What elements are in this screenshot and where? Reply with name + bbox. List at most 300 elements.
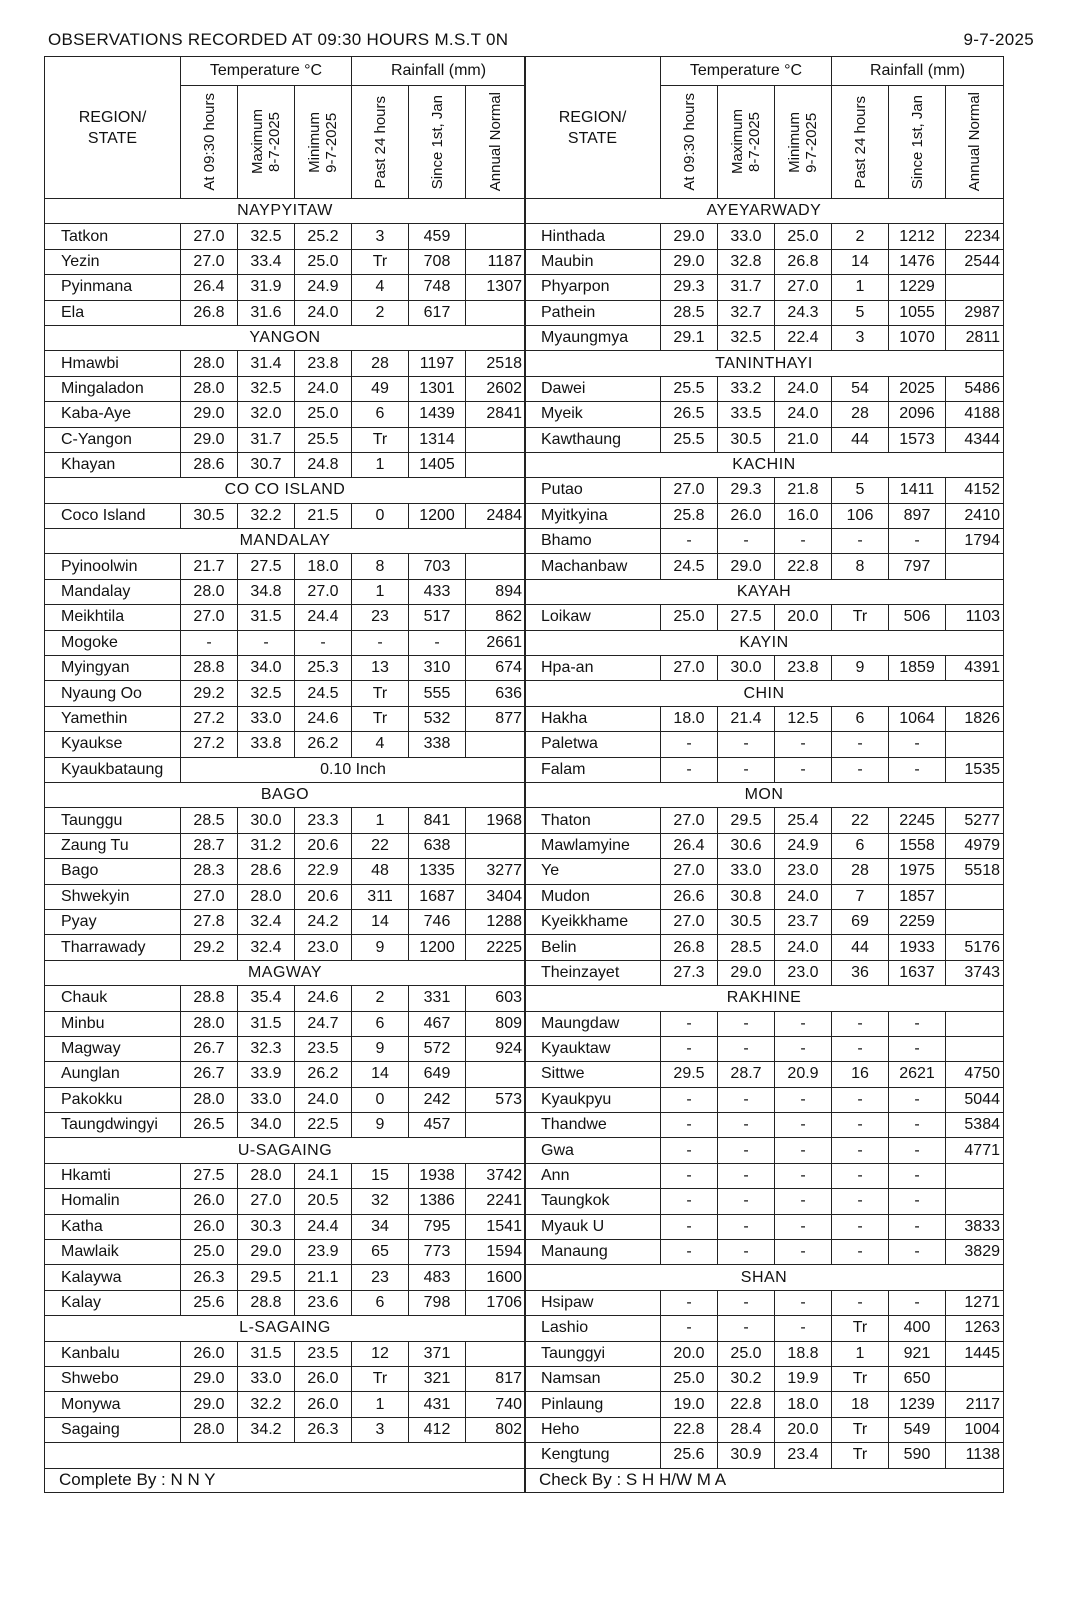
station-name: Magway xyxy=(45,1036,181,1061)
table-row xyxy=(45,1036,526,1061)
temp-max: 34.2 xyxy=(238,1417,295,1442)
rain-annual-normal: 877 xyxy=(466,706,526,731)
station-name: Belin xyxy=(525,935,661,960)
temp-min: 26.2 xyxy=(295,732,352,757)
rain-since-jan: 1637 xyxy=(889,960,946,985)
rain-since-jan: 483 xyxy=(409,1265,466,1290)
temp-0930: 28.0 xyxy=(181,376,238,401)
table-row xyxy=(45,1392,526,1417)
temp-min: 24.2 xyxy=(295,909,352,934)
rain-annual-normal: 4771 xyxy=(946,1138,1004,1163)
temp-max: 31.2 xyxy=(238,833,295,858)
temp-min: 21.5 xyxy=(295,503,352,528)
table-row xyxy=(525,1062,1004,1087)
temp-min: 25.0 xyxy=(295,402,352,427)
station-name: Mingaladon xyxy=(45,376,181,401)
rain-annual-normal xyxy=(466,833,526,858)
temp-min: 23.3 xyxy=(295,808,352,833)
rain-since-jan: 795 xyxy=(409,1214,466,1239)
rain-annual-normal xyxy=(946,1189,1004,1214)
temp-0930: 26.8 xyxy=(661,935,718,960)
temp-min: - xyxy=(775,529,832,554)
rain-annual-normal xyxy=(466,1062,526,1087)
temp-max: - xyxy=(718,1113,775,1138)
temp-max: 21.4 xyxy=(718,706,775,731)
rain-annual-normal: 1271 xyxy=(946,1290,1004,1315)
rain-past-24h: Tr xyxy=(832,1417,889,1442)
station-name: Kanbalu xyxy=(45,1341,181,1366)
station-name: Tharrawady xyxy=(45,935,181,960)
temp-0930: 24.5 xyxy=(661,554,718,579)
rain-past-24h: Tr xyxy=(352,427,409,452)
rain-annual-normal: 2518 xyxy=(466,351,526,376)
temp-min: 24.1 xyxy=(295,1163,352,1188)
temp-max: 22.8 xyxy=(718,1392,775,1417)
rain-past-24h: - xyxy=(832,1214,889,1239)
rain-since-jan: 1933 xyxy=(889,935,946,960)
temp-max: 30.6 xyxy=(718,833,775,858)
temp-max: 28.7 xyxy=(718,1062,775,1087)
temp-max: 33.0 xyxy=(718,224,775,249)
station-name: Mudon xyxy=(525,884,661,909)
temp-0930: 29.0 xyxy=(181,1366,238,1391)
rain-past-24h: Tr xyxy=(832,1316,889,1341)
table-row xyxy=(525,1366,1004,1391)
rain-since-jan: 773 xyxy=(409,1240,466,1265)
temp-0930: 28.3 xyxy=(181,859,238,884)
rain-since-jan: 1859 xyxy=(889,656,946,681)
temp-min: 24.9 xyxy=(295,275,352,300)
rain-since-jan: - xyxy=(889,1087,946,1112)
table-row xyxy=(525,1163,1004,1188)
rain-since-jan: - xyxy=(889,1036,946,1061)
annual-normal-header: Annual Normal xyxy=(946,86,1004,199)
rain-annual-normal: 3833 xyxy=(946,1214,1004,1239)
rain-since-jan: 1386 xyxy=(409,1189,466,1214)
rain-annual-normal: 2234 xyxy=(946,224,1004,249)
table-row xyxy=(525,275,1004,300)
rain-past-24h: - xyxy=(352,630,409,655)
report-title: OBSERVATIONS RECORDED AT 09:30 HOURS M.S.T 0N xyxy=(48,30,509,49)
rain-past-24h: 49 xyxy=(352,376,409,401)
rain-past-24h: 44 xyxy=(832,935,889,960)
table-row xyxy=(45,1113,526,1138)
temp-min: 24.6 xyxy=(295,986,352,1011)
temp-0930: 29.0 xyxy=(661,249,718,274)
temp-0930: 25.6 xyxy=(661,1443,718,1468)
temp-min: 25.3 xyxy=(295,656,352,681)
station-name: Monywa xyxy=(45,1392,181,1417)
rain-annual-normal xyxy=(466,1341,526,1366)
section-row xyxy=(525,782,1004,807)
table-row xyxy=(45,376,526,401)
temp-min: 26.0 xyxy=(295,1366,352,1391)
station-name: Katha xyxy=(45,1214,181,1239)
temp-min: 23.5 xyxy=(295,1341,352,1366)
station-name: Loikaw xyxy=(525,605,661,630)
station-name: Namsan xyxy=(525,1366,661,1391)
table-row xyxy=(525,1189,1004,1214)
rain-since-jan: - xyxy=(889,1011,946,1036)
rain-annual-normal: 2241 xyxy=(466,1189,526,1214)
table-row xyxy=(45,275,526,300)
rain-annual-normal: 5044 xyxy=(946,1087,1004,1112)
temp-max: 33.2 xyxy=(718,376,775,401)
station-name: Kyeikkhame xyxy=(525,909,661,934)
table-row xyxy=(525,325,1004,350)
table-row xyxy=(525,732,1004,757)
rain-past-24h: - xyxy=(832,1087,889,1112)
temp-0930: 27.0 xyxy=(181,884,238,909)
table-row xyxy=(45,1214,526,1239)
rain-past-24h: 18 xyxy=(832,1392,889,1417)
rain-since-jan: 921 xyxy=(889,1341,946,1366)
temp-max: 27.5 xyxy=(238,554,295,579)
station-name: Shwekyin xyxy=(45,884,181,909)
station-name: Maubin xyxy=(525,249,661,274)
temp-min: 21.8 xyxy=(775,478,832,503)
rain-annual-normal: 1535 xyxy=(946,757,1004,782)
rain-annual-normal: 1263 xyxy=(946,1316,1004,1341)
station-name: Putao xyxy=(525,478,661,503)
table-row xyxy=(525,935,1004,960)
rain-annual-normal xyxy=(946,732,1004,757)
temp-0930: 28.6 xyxy=(181,452,238,477)
station-name: Kalay xyxy=(45,1290,181,1315)
rain-annual-normal: 2987 xyxy=(946,300,1004,325)
rain-since-jan: - xyxy=(889,1214,946,1239)
table-row xyxy=(525,300,1004,325)
table-row xyxy=(45,656,526,681)
table-row xyxy=(45,1341,526,1366)
check-by-note: Check By : S H H/W M A xyxy=(525,1468,1004,1492)
temp-max: 32.0 xyxy=(238,402,295,427)
temp-max: 34.0 xyxy=(238,1113,295,1138)
rain-since-jan: 1476 xyxy=(889,249,946,274)
temp-max: - xyxy=(718,529,775,554)
temp-0930: 25.6 xyxy=(181,1290,238,1315)
station-name: Theinzayet xyxy=(525,960,661,985)
temp-max: 30.3 xyxy=(238,1214,295,1239)
rain-past-24h: 69 xyxy=(832,909,889,934)
rain-past-24h: 1 xyxy=(352,579,409,604)
temp-0930: 28.0 xyxy=(181,1011,238,1036)
rain-past-24h: 6 xyxy=(832,706,889,731)
section-row xyxy=(525,1265,1004,1290)
section-title: YANGON xyxy=(45,325,526,350)
rain-past-24h: 44 xyxy=(832,427,889,452)
rain-annual-normal xyxy=(466,732,526,757)
rain-annual-normal xyxy=(466,427,526,452)
station-name: Pathein xyxy=(525,300,661,325)
rain-annual-normal xyxy=(946,909,1004,934)
rain-past-24h: 2 xyxy=(352,300,409,325)
station-name: Taungkok xyxy=(525,1189,661,1214)
temp-max: 32.2 xyxy=(238,503,295,528)
temp-min: 22.5 xyxy=(295,1113,352,1138)
temp-max: 32.5 xyxy=(238,681,295,706)
temp-min: 20.0 xyxy=(775,1417,832,1442)
temp-0930: 29.0 xyxy=(181,402,238,427)
temp-min: 24.9 xyxy=(775,833,832,858)
temp-max: - xyxy=(238,630,295,655)
temp-max: 29.5 xyxy=(718,808,775,833)
rain-past-24h: 8 xyxy=(352,554,409,579)
station-name: Kyaukse xyxy=(45,732,181,757)
tables-wrapper xyxy=(44,56,1004,1493)
rain-past-24h: 3 xyxy=(352,224,409,249)
rain-annual-normal: 1103 xyxy=(946,605,1004,630)
table-row xyxy=(45,986,526,1011)
table-row xyxy=(45,605,526,630)
temp-max: 34.0 xyxy=(238,656,295,681)
station-name: Taunggyi xyxy=(525,1341,661,1366)
rain-annual-normal: 2841 xyxy=(466,402,526,427)
maximum-header: Maximum 8-7-2025 xyxy=(238,86,295,199)
temp-max: 30.0 xyxy=(238,808,295,833)
temp-max: - xyxy=(718,1087,775,1112)
temp-min: 24.8 xyxy=(295,452,352,477)
section-row xyxy=(45,199,526,224)
table-row xyxy=(525,833,1004,858)
station-name: Bhamo xyxy=(525,529,661,554)
rain-past-24h: - xyxy=(832,757,889,782)
rain-past-24h: 5 xyxy=(832,300,889,325)
rain-annual-normal xyxy=(946,1163,1004,1188)
rain-since-jan: 331 xyxy=(409,986,466,1011)
temp-min: 27.0 xyxy=(295,579,352,604)
rain-annual-normal xyxy=(946,1011,1004,1036)
section-title: MAGWAY xyxy=(45,960,526,985)
rain-annual-normal: 1594 xyxy=(466,1240,526,1265)
temp-0930: 28.0 xyxy=(181,1417,238,1442)
rain-past-24h: 4 xyxy=(352,275,409,300)
temp-0930: 29.2 xyxy=(181,681,238,706)
minimum-header: Minimum 9-7-2025 xyxy=(295,86,352,199)
temp-0930: - xyxy=(661,1036,718,1061)
rain-past-24h: - xyxy=(832,1011,889,1036)
rain-annual-normal: 924 xyxy=(466,1036,526,1061)
temp-min: 20.0 xyxy=(775,605,832,630)
section-row xyxy=(525,681,1004,706)
temp-0930: 20.0 xyxy=(661,1341,718,1366)
station-name: Taungdwingyi xyxy=(45,1113,181,1138)
temp-max: 32.8 xyxy=(718,249,775,274)
table-row xyxy=(45,579,526,604)
temp-0930: 29.1 xyxy=(661,325,718,350)
station-name: Myingyan xyxy=(45,656,181,681)
temp-min: - xyxy=(775,1214,832,1239)
temp-min: - xyxy=(775,1189,832,1214)
rain-since-jan: - xyxy=(889,1163,946,1188)
temp-0930: 27.8 xyxy=(181,909,238,934)
rain-annual-normal: 1794 xyxy=(946,529,1004,554)
temp-min: 26.0 xyxy=(295,1392,352,1417)
section-row xyxy=(45,782,526,807)
station-name: Phyarpon xyxy=(525,275,661,300)
rain-past-24h: 28 xyxy=(832,402,889,427)
table-row xyxy=(45,1417,526,1442)
rain-annual-normal: 2544 xyxy=(946,249,1004,274)
temp-0930: 19.0 xyxy=(661,1392,718,1417)
rain-since-jan: 1558 xyxy=(889,833,946,858)
rain-past-24h: 9 xyxy=(352,1113,409,1138)
temp-min: 19.9 xyxy=(775,1366,832,1391)
rain-annual-normal: 3743 xyxy=(946,960,1004,985)
temp-max: 30.9 xyxy=(718,1443,775,1468)
table-row xyxy=(45,1087,526,1112)
temp-0930: - xyxy=(661,1316,718,1341)
rain-past-24h: 48 xyxy=(352,859,409,884)
station-name: Ela xyxy=(45,300,181,325)
rain-since-jan: - xyxy=(889,1240,946,1265)
rain-since-jan: 748 xyxy=(409,275,466,300)
station-name: Myitkyina xyxy=(525,503,661,528)
rain-annual-normal xyxy=(946,884,1004,909)
rain-since-jan: 638 xyxy=(409,833,466,858)
temp-max: 31.7 xyxy=(238,427,295,452)
rain-past-24h: 0 xyxy=(352,503,409,528)
rain-annual-normal: 2484 xyxy=(466,503,526,528)
rain-annual-normal: 894 xyxy=(466,579,526,604)
rain-annual-normal: 4188 xyxy=(946,402,1004,427)
rain-since-jan: 2259 xyxy=(889,909,946,934)
right-observation-table xyxy=(524,56,1004,1493)
temp-max: 31.9 xyxy=(238,275,295,300)
temp-0930: - xyxy=(661,1189,718,1214)
table-row xyxy=(525,859,1004,884)
rain-past-24h: 28 xyxy=(352,351,409,376)
table-row xyxy=(45,1366,526,1391)
rain-annual-normal: 2661 xyxy=(466,630,526,655)
minimum-header: Minimum 9-7-2025 xyxy=(775,86,832,199)
temp-max: 30.5 xyxy=(718,909,775,934)
station-name: Machanbaw xyxy=(525,554,661,579)
rain-since-jan: 555 xyxy=(409,681,466,706)
rain-annual-normal: 674 xyxy=(466,656,526,681)
temp-min: - xyxy=(775,757,832,782)
rain-since-jan: 1200 xyxy=(409,503,466,528)
temp-min: 23.8 xyxy=(295,351,352,376)
table-row xyxy=(45,1011,526,1036)
station-name: Falam xyxy=(525,757,661,782)
rain-since-jan: 2621 xyxy=(889,1062,946,1087)
rain-past-24h: 22 xyxy=(352,833,409,858)
rain-since-jan: 1197 xyxy=(409,351,466,376)
rain-past-24h: 1 xyxy=(352,452,409,477)
station-name: Aunglan xyxy=(45,1062,181,1087)
table-row xyxy=(525,249,1004,274)
rain-annual-normal: 2811 xyxy=(946,325,1004,350)
station-name: Kengtung xyxy=(525,1443,661,1468)
rain-past-24h: 2 xyxy=(352,986,409,1011)
rain-past-24h: 1 xyxy=(352,808,409,833)
station-name: Kaba-Aye xyxy=(45,402,181,427)
temp-max: 29.0 xyxy=(238,1240,295,1265)
station-name: Pyinmana xyxy=(45,275,181,300)
rain-past-24h: 6 xyxy=(352,402,409,427)
temp-min: 20.6 xyxy=(295,884,352,909)
section-title: KACHIN xyxy=(525,452,1004,477)
temp-min: - xyxy=(775,1087,832,1112)
temp-min: 22.8 xyxy=(775,554,832,579)
temp-0930: 29.2 xyxy=(181,935,238,960)
section-title: SHAN xyxy=(525,1265,1004,1290)
section-title: KAYIN xyxy=(525,630,1004,655)
temp-max: 33.0 xyxy=(238,1087,295,1112)
temp-min: - xyxy=(775,1036,832,1061)
table-row xyxy=(45,249,526,274)
rain-past-24h: 6 xyxy=(832,833,889,858)
table-row xyxy=(525,503,1004,528)
section-row xyxy=(45,529,526,554)
rain-since-jan: 310 xyxy=(409,656,466,681)
temp-0930: 27.0 xyxy=(661,859,718,884)
temp-min: 24.6 xyxy=(295,706,352,731)
station-name: Thaton xyxy=(525,808,661,833)
temp-max: - xyxy=(718,1214,775,1239)
rain-past-24h: 34 xyxy=(352,1214,409,1239)
rain-since-jan: 1314 xyxy=(409,427,466,452)
rain-since-jan: 1055 xyxy=(889,300,946,325)
rain-past-24h: 16 xyxy=(832,1062,889,1087)
temp-min: 24.5 xyxy=(295,681,352,706)
rain-past-24h: Tr xyxy=(352,1366,409,1391)
station-name: Yezin xyxy=(45,249,181,274)
rain-since-jan: 371 xyxy=(409,1341,466,1366)
section-title: NAYPYITAW xyxy=(45,199,526,224)
rain-annual-normal xyxy=(946,1366,1004,1391)
rain-since-jan: 242 xyxy=(409,1087,466,1112)
rain-since-jan: 797 xyxy=(889,554,946,579)
temperature-header: Temperature °C xyxy=(661,57,832,86)
rain-annual-normal: 740 xyxy=(466,1392,526,1417)
left-table-header xyxy=(45,57,526,199)
rain-since-jan: 431 xyxy=(409,1392,466,1417)
temp-min: 24.7 xyxy=(295,1011,352,1036)
temp-0930: 27.3 xyxy=(661,960,718,985)
table-row xyxy=(525,757,1004,782)
rain-past-24h: 311 xyxy=(352,884,409,909)
rain-since-jan: 338 xyxy=(409,732,466,757)
rain-past-24h: 65 xyxy=(352,1240,409,1265)
left-observation-table xyxy=(44,56,526,1493)
rain-annual-normal: 4979 xyxy=(946,833,1004,858)
rain-annual-normal: 3829 xyxy=(946,1240,1004,1265)
temp-min: 26.2 xyxy=(295,1062,352,1087)
temp-0930: 26.0 xyxy=(181,1341,238,1366)
temp-min: 26.8 xyxy=(775,249,832,274)
station-name: Gwa xyxy=(525,1138,661,1163)
temp-0930: 25.5 xyxy=(661,376,718,401)
temp-max: - xyxy=(718,1163,775,1188)
section-row xyxy=(525,199,1004,224)
temp-max: 28.8 xyxy=(238,1290,295,1315)
station-name: Ye xyxy=(525,859,661,884)
rain-annual-normal xyxy=(946,554,1004,579)
table-row xyxy=(45,1189,526,1214)
temp-0930: 28.8 xyxy=(181,656,238,681)
rain-since-jan: 467 xyxy=(409,1011,466,1036)
station-name: Pyinoolwin xyxy=(45,554,181,579)
rain-since-jan: - xyxy=(889,1189,946,1214)
rain-annual-normal: 2410 xyxy=(946,503,1004,528)
temp-min: 25.4 xyxy=(775,808,832,833)
rain-annual-normal: 1706 xyxy=(466,1290,526,1315)
section-title: RAKHINE xyxy=(525,986,1004,1011)
rain-annual-normal xyxy=(466,1113,526,1138)
temp-min: 24.0 xyxy=(775,935,832,960)
